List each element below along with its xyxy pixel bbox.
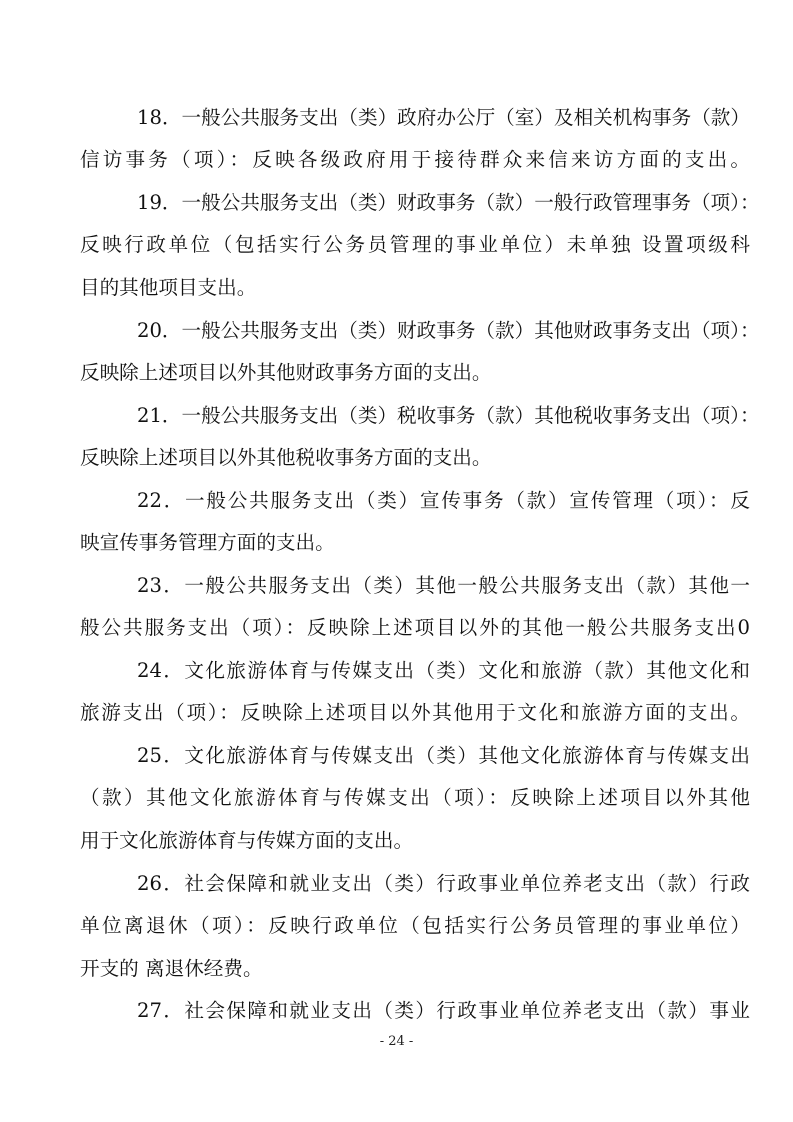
paragraph-26-line-2: 单位离退休（项）：反映行政单位（包括实行公务员管理的事业单位） <box>80 914 750 937</box>
paragraph-19-line-2: 反映行政单位（包括实行公务员管理的事业单位）未单独 设置项级科 <box>80 233 750 256</box>
paragraph-27-line-1: 27．社会保障和就业支出（类）行政事业单位养老支出（款）事业 <box>137 999 750 1022</box>
paragraph-20-line-1: 20．一般公共服务支出（类）财政事务（款）其他财政事务支出（项）： <box>137 319 760 342</box>
paragraph-26-line-3: 开支的 离退休经费。 <box>80 957 263 980</box>
paragraph-22-line-2: 映宣传事务管理方面的支出。 <box>80 531 335 554</box>
paragraph-21-line-1: 21．一般公共服务支出（类）税收事务（款）其他税收事务支出（项）： <box>137 404 760 427</box>
paragraph-19-line-1: 19．一般公共服务支出（类）财政事务（款）一般行政管理事务（项）： <box>137 191 760 214</box>
paragraph-18-line-2: 信访事务（项）：反映各级政府用于接待群众来信来访方面的支出。 <box>80 148 750 171</box>
paragraph-25-line-2: （款）其他文化旅游体育与传媒支出（项）：反映除上述项目以外其他 <box>80 786 750 809</box>
paragraph-25-line-3: 用于文化旅游体育与传媒方面的支出。 <box>80 829 414 852</box>
paragraph-21-line-2: 反映除上述项目以外其他税收事务方面的支出。 <box>80 446 492 469</box>
paragraph-23-line-1: 23．一般公共服务支出（类）其他一般公共服务支出（款）其他一 <box>137 574 750 597</box>
paragraph-22-line-1: 22．一般公共服务支出（类）宣传事务（款）宣传管理（项）：反 <box>137 489 750 512</box>
paragraph-20-line-2: 反映除上述项目以外其他财政事务方面的支出。 <box>80 361 492 384</box>
paragraph-23-line-2: 般公共服务支出（项）：反映除上述项目以外的其他一般公共服务支出0 <box>80 616 750 639</box>
page-number: - 24 - <box>379 1034 414 1049</box>
paragraph-26-line-1: 26．社会保障和就业支出（类）行政事业单位养老支出（款）行政 <box>137 872 750 895</box>
paragraph-19-line-3: 目的其他项目支出。 <box>80 276 257 299</box>
paragraph-25-line-1: 25．文化旅游体育与传媒支出（类）其他文化旅游体育与传媒支出 <box>137 744 750 767</box>
paragraph-24-line-2: 旅游支出（项）：反映除上述项目以外其他用于文化和旅游方面的支出。 <box>80 701 750 724</box>
paragraph-24-line-1: 24．文化旅游体育与传媒支出（类）文化和旅游（款）其他文化和 <box>137 659 750 682</box>
paragraph-18-line-1: 18．一般公共服务支出（类）政府办公厅（室）及相关机构事务（款） <box>137 106 750 129</box>
